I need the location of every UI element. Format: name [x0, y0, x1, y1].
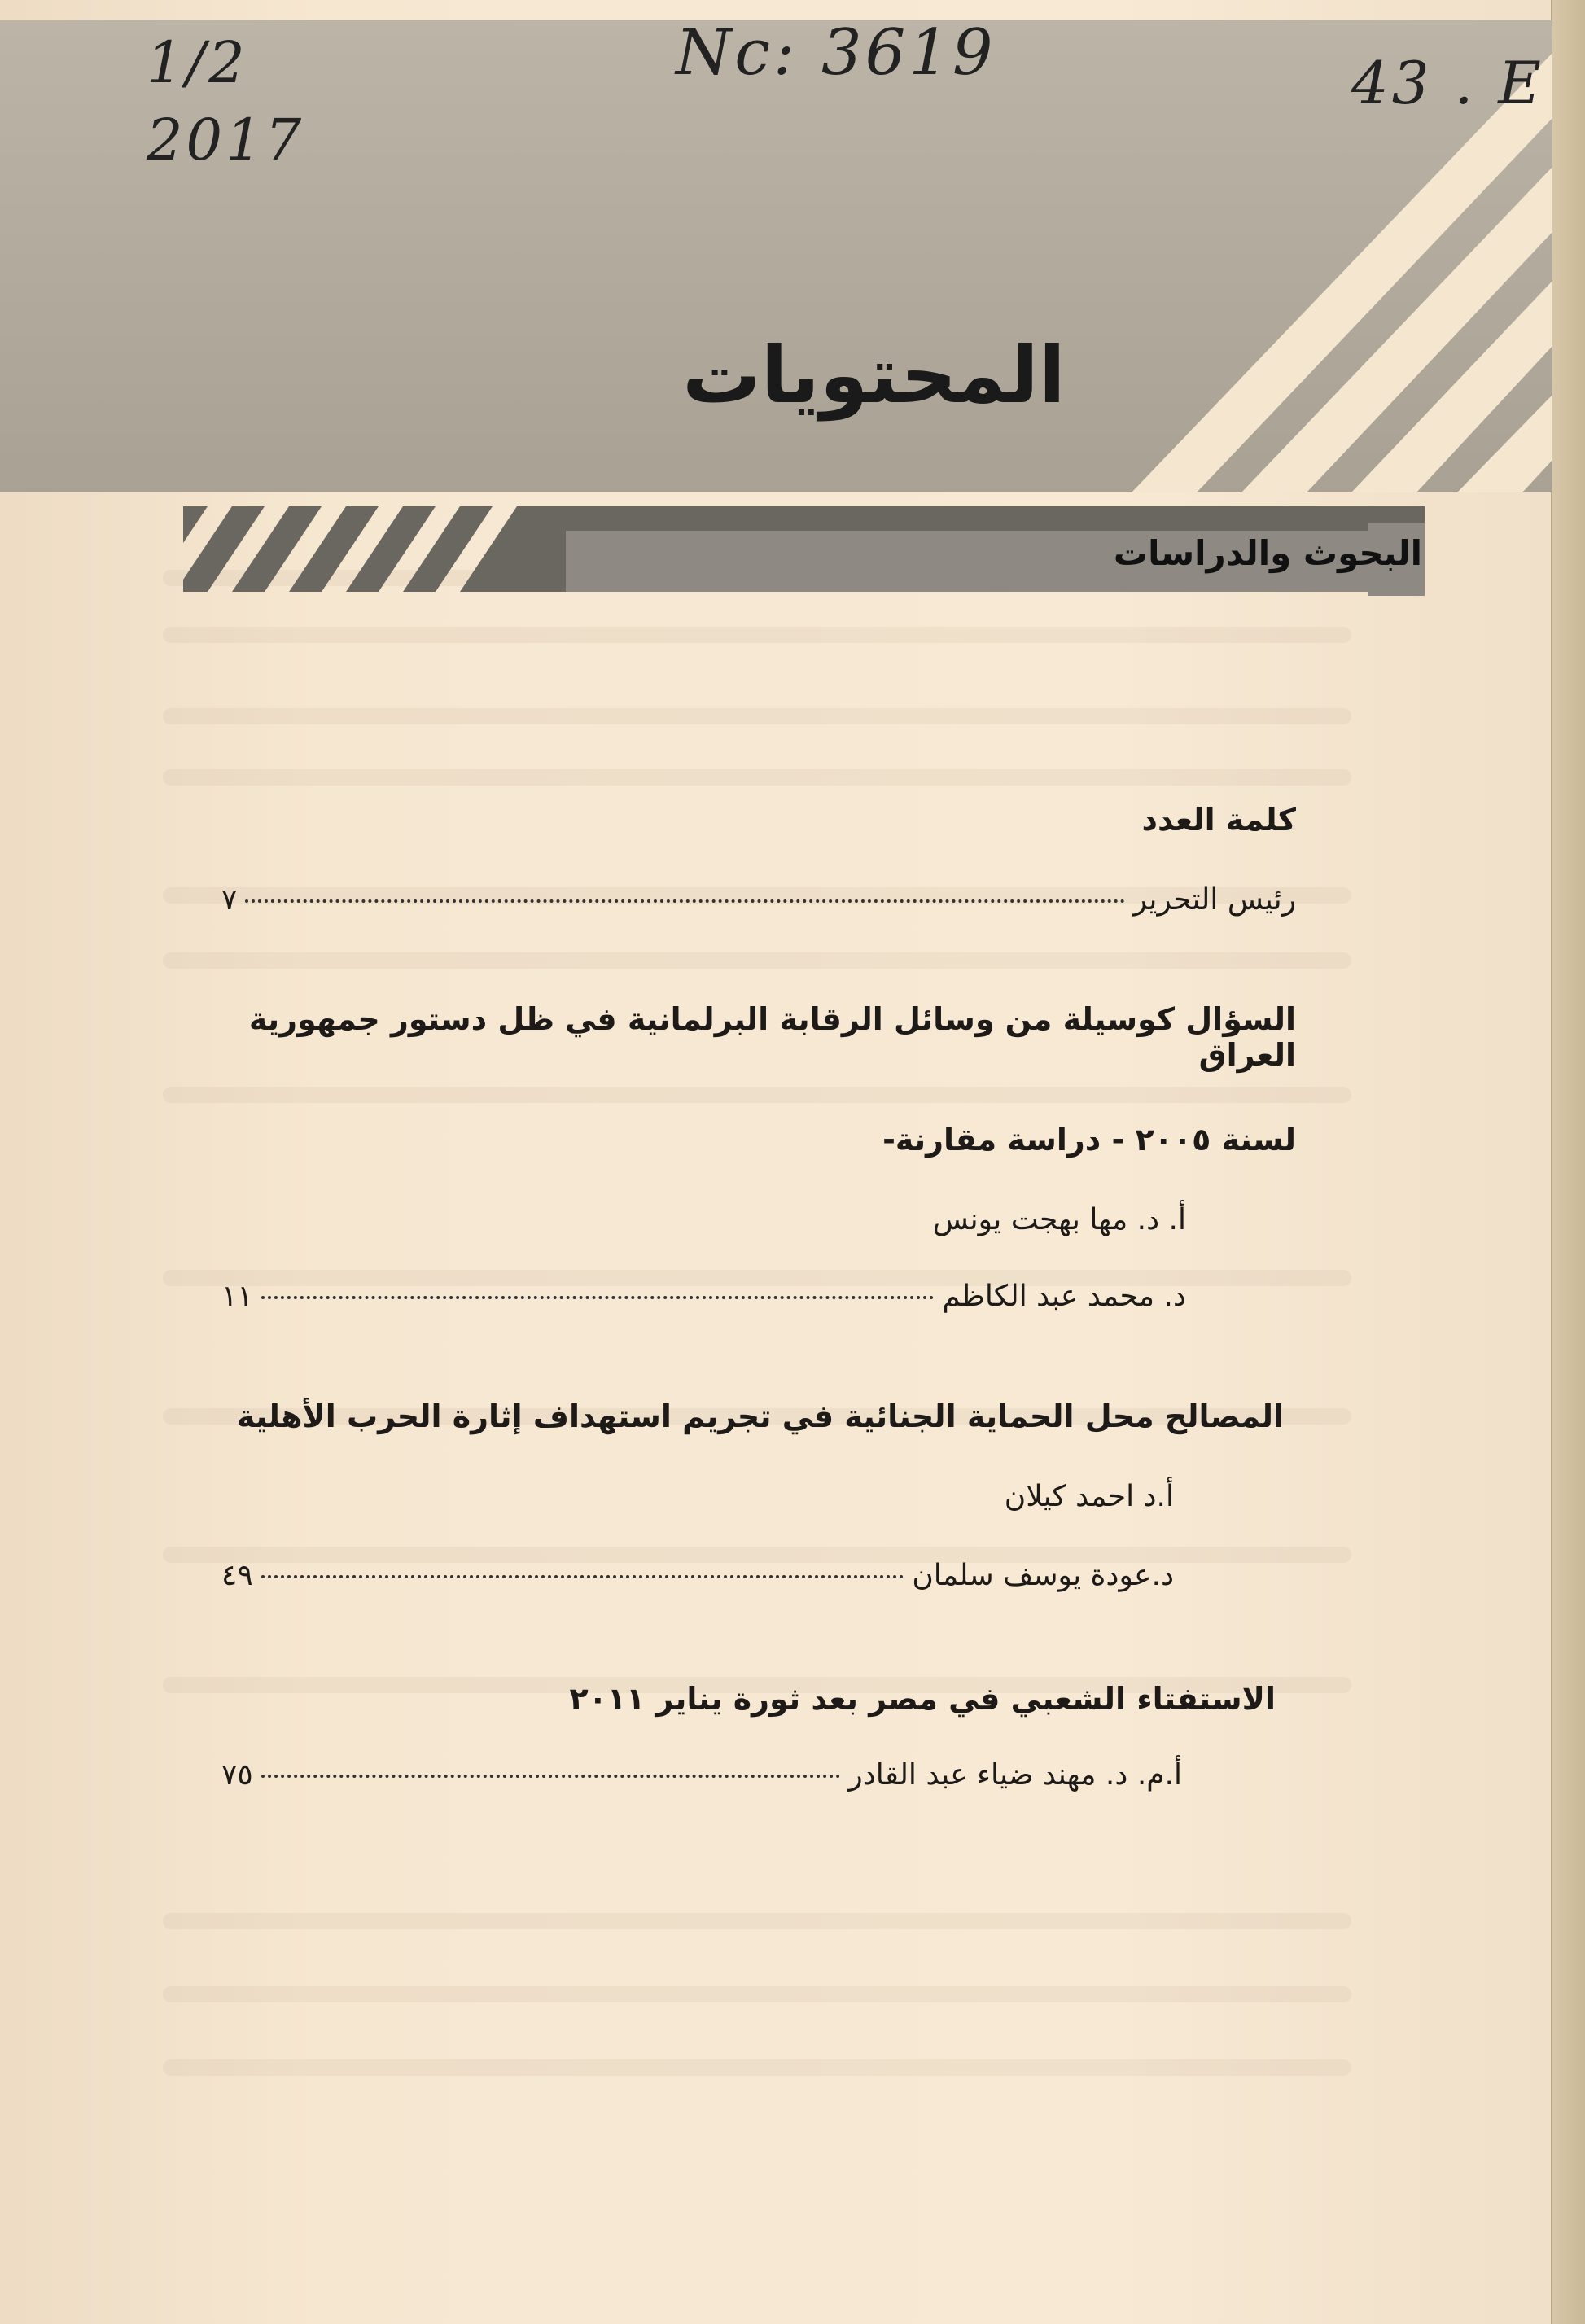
bleed-through-line: [163, 952, 1351, 969]
bleed-through-line: [163, 2059, 1351, 2076]
page-title: المحتويات: [682, 330, 1066, 421]
toc-author: أ.د احمد كيلان: [1004, 1480, 1174, 1513]
dot-leader: [261, 1575, 904, 1578]
dot-leader: [261, 1296, 935, 1299]
toc-entry-4-line: [221, 1758, 1296, 1792]
handwritten-reference: Nc: 3619: [676, 16, 996, 90]
bleed-through-line: [163, 708, 1351, 724]
bleed-through-line: [163, 627, 1351, 643]
bleed-through-line: [163, 1913, 1351, 1929]
handwritten-date-line2: 2017: [147, 107, 305, 173]
handwritten-date: [147, 24, 304, 179]
dot-leader: [261, 1775, 841, 1778]
toc-heading-4: الاستفتاء الشعبي في مصر بعد ثورة يناير ٢٠١١: [569, 1681, 1276, 1717]
toc-author: د. محمد عبد الكاظم: [942, 1280, 1186, 1313]
toc-entry-1-line: [221, 883, 1296, 917]
handwritten-code: 43 . E: [1351, 49, 1544, 117]
bleed-through-line: [163, 769, 1351, 786]
toc-author: رئيس التحرير: [1132, 883, 1296, 917]
toc-entry-2-line: [221, 1280, 1296, 1313]
bleed-through-line: [163, 1087, 1351, 1103]
toc-heading-3: المصالح محل الحماية الجنائية في تجريم استهداف إثارة الحرب الأهلية: [237, 1398, 1284, 1434]
toc-heading-2a: السؤال كوسيلة من وسائل الرقابة البرلمانية في ظل دستور جمهورية العراق: [248, 1001, 1296, 1073]
toc-author: أ.م. د. مهند ضياء عبد القادر: [848, 1758, 1182, 1792]
toc-author: أ. د. مها بهجت يونس: [932, 1203, 1186, 1236]
section-heading: البحوث والدراسات: [1113, 533, 1422, 573]
toc-author: د.عودة يوسف سلمان: [912, 1559, 1174, 1592]
bleed-through-line: [163, 1986, 1351, 2002]
toc-page-number: ٧٥: [221, 1758, 253, 1792]
toc-page-number: ١١: [221, 1280, 253, 1313]
toc-page-number: ٤٩: [221, 1559, 253, 1592]
dot-leader: [245, 899, 1124, 903]
handwritten-date-line1: 1/2: [147, 29, 248, 96]
toc-page-number: ٧: [221, 883, 238, 917]
toc-entry-3-line: [221, 1559, 1296, 1592]
toc-heading-2b: لسنة ٢٠٠٥ - دراسة مقارنة-: [882, 1122, 1296, 1158]
toc-heading-1: كلمة العدد: [1141, 802, 1296, 838]
